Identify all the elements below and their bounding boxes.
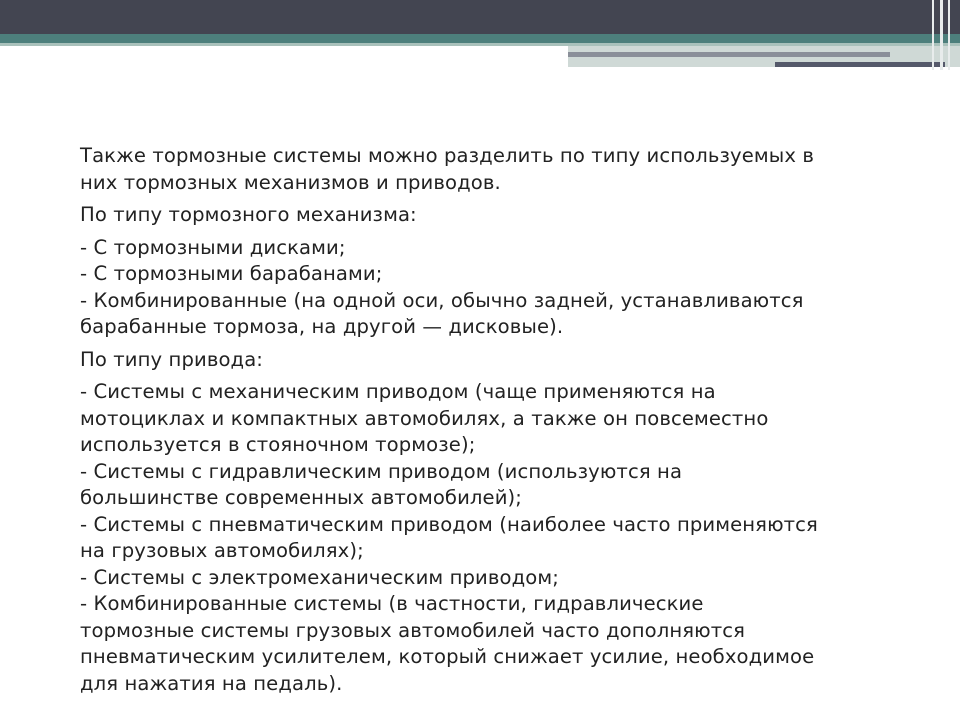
text-line: мотоциклах и компактных автомобилях, а также он повсеместно [80, 406, 769, 430]
text-line: них тормозных механизмов и приводов. [80, 170, 501, 194]
text-line: барабанные тормоза, на другой — дисковые). [80, 315, 564, 338]
text-line: - Комбинированные (на одной оси, обычно задней, устанавливаются [80, 288, 804, 312]
text-line: на грузовых автомобилях); [80, 539, 364, 562]
text-line: - С тормозными барабанами; [80, 262, 383, 285]
text-line: - Системы с пневматическим приводом (наиболее часто применяются [80, 512, 818, 536]
text-line: - Комбинированные системы (в частности, гидравлические [80, 592, 704, 615]
text-line: Также тормозные системы можно разделить по типу используемых в [80, 144, 815, 167]
text-line: для нажатия на педаль). [80, 671, 343, 695]
text-line: - Системы с механическим приводом (чаще применяются на [80, 380, 716, 403]
text-line: большинстве современных автомобилей); [80, 486, 522, 509]
slide-body-text [80, 143, 910, 697]
text-line: По типу тормозного механизма: [80, 203, 417, 226]
text-line: - С тормозными дисками; [80, 235, 346, 259]
text-line: используется в стояночном тормозе); [80, 433, 476, 456]
text-line: пневматическим усилителем, который снижает усилие, необходимое [80, 645, 815, 668]
text-line: - Системы с электромеханическим приводом; [80, 565, 559, 589]
header-gray-line [568, 52, 890, 57]
text-line: - Системы с гидравлическим приводом (используются на [80, 459, 683, 483]
header-teal-band [0, 34, 960, 43]
text-line: По типу привода: [80, 347, 264, 371]
text-line: тормозные системы грузовых автомобилей часто дополняются [80, 618, 745, 642]
header-vertical-line [948, 0, 950, 70]
header-vertical-line [932, 0, 934, 70]
header-vertical-line [940, 0, 943, 70]
header-dark-band [0, 0, 960, 34]
header-slate-line [775, 62, 945, 67]
